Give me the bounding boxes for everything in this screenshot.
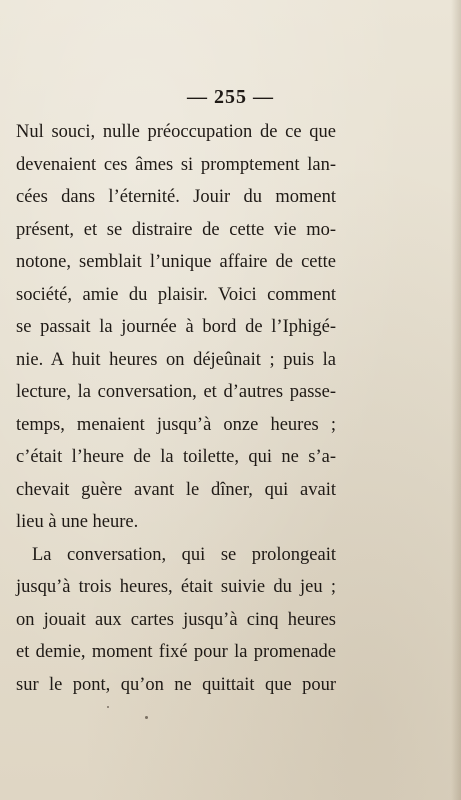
text-line: c’était l’heure de la toilette, qui ne s’a- <box>16 447 336 467</box>
paper-speck <box>107 706 109 708</box>
text-line: notone, semblait l’unique affaire de cette <box>16 252 336 272</box>
text-line: temps, menaient jusqu’à onze heures ; <box>16 414 336 435</box>
paragraph-1 <box>16 116 336 539</box>
text-line: sur le pont, qu’on ne quittait que pour <box>16 674 336 695</box>
paragraph-2 <box>16 539 336 702</box>
text-line: La conversation, qui se prolongeait <box>32 544 336 565</box>
text-line: nie. A huit heures on déjeûnait ; puis la <box>16 349 336 370</box>
text-line: présent, et se distraire de cette vie mo- <box>16 219 336 240</box>
paper-speck <box>145 716 148 719</box>
page-number: — 255 — <box>187 86 274 108</box>
text-line: lieu à une heure. <box>16 512 139 532</box>
text-line: on jouait aux cartes jusqu’à cinq heures <box>16 609 336 630</box>
text-line: et demie, moment fixé pour la promenade <box>16 642 336 662</box>
page-edge-shadow <box>451 0 461 800</box>
text-line: Nul souci, nulle préoccupation de ce que <box>16 122 336 142</box>
text-line: société, amie du plaisir. Voici comment <box>16 284 336 305</box>
body-text <box>16 116 336 701</box>
text-line: cées dans l’éternité. Jouir du moment <box>16 187 336 207</box>
text-line: devenaient ces âmes si promptement lan- <box>16 154 336 175</box>
text-line: jusqu’à trois heures, était suivie du jeu ; <box>16 577 336 597</box>
text-line: se passait la journée à bord de l’Iphigé- <box>16 317 336 337</box>
text-line: lecture, la conversation, et d’autres passe- <box>16 382 336 402</box>
text-line: chevait guère avant le dîner, qui avait <box>16 479 336 500</box>
